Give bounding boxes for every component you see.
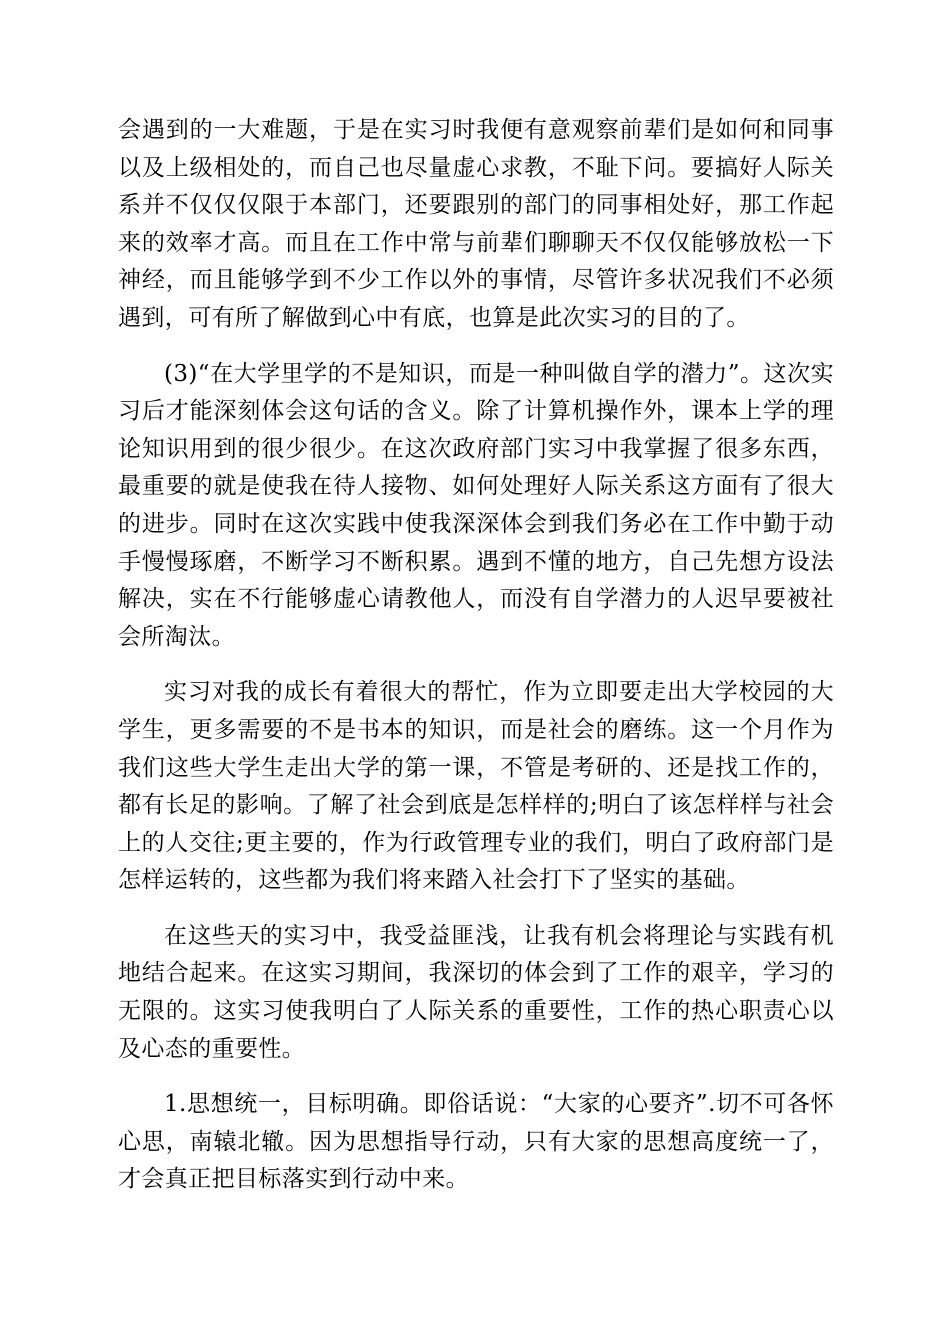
paragraph-4: 在这些天的实习中，我受益匪浅，让我有机会将理论与实践有机地结合起来。在这实习期间，我深切的体会到了工作的艰辛，学习的无限的。这实习使我明白了人际关系的重要性，工作的热心职责心以及心态的重要性。 <box>118 922 834 1062</box>
paragraph-5: 1.思想统一，目标明确。即俗话说：“大家的心要齐”.切不可各怀心思，南辕北辙。因为思想指导行动，只有大家的思想高度统一了，才会真正把目标落实到行动中来。 <box>118 1091 834 1193</box>
paragraph-3: 实习对我的成长有着很大的帮忙，作为立即要走出大学校园的大学生，更多需要的不是书本的知识，而是社会的磨练。这一个月作为我们这些大学生走出大学的第一课，不管是考研的、还是找工作的，都有长足的影响。了解了社会到底是怎样样的;明白了该怎样样与社会上的人交往;更主要的，作为行政管理专业的我们，明白了政府部门是怎样运转的，这些都为我们将来踏入社会打下了坚实的基础。 <box>118 679 834 894</box>
paragraph-1: 会遇到的一大难题，于是在实习时我便有意观察前辈们是如何和同事以及上级相处的，而自己也尽量虚心求教，不耻下问。要搞好人际关系并不仅仅仅限于本部门，还要跟别的部门的同事相处好，那工作起来的效率才高。而且在工作中常与前辈们聊聊天不仅仅能够放松一下神经，而且能够学到不少工作以外的事情，尽管许多状况我们不必须遇到，可有所了解做到心中有底，也算是此次实习的目的了。 <box>118 117 834 331</box>
document-body <box>118 112 834 1199</box>
paragraph-2: (3)“在大学里学的不是知识，而是一种叫做自学的潜力”。这次实习后才能深刻体会这句话的含义。除了计算机操作外，课本上学的理论知识用到的很少很少。在这次政府部门实习中我掌握了很多东西，最重要的就是使我在待人接物、如何处理好人际关系这方面有了很大的进步。同时在这次实践中使我深深体会到我们务必在工作中勤于动手慢慢琢磨，不断学习不断积累。遇到不懂的地方，自己先想方设法解决，实在不行能够虚心请教他人，而没有自学潜力的人迟早要被社会所淘汰。 <box>118 360 834 650</box>
